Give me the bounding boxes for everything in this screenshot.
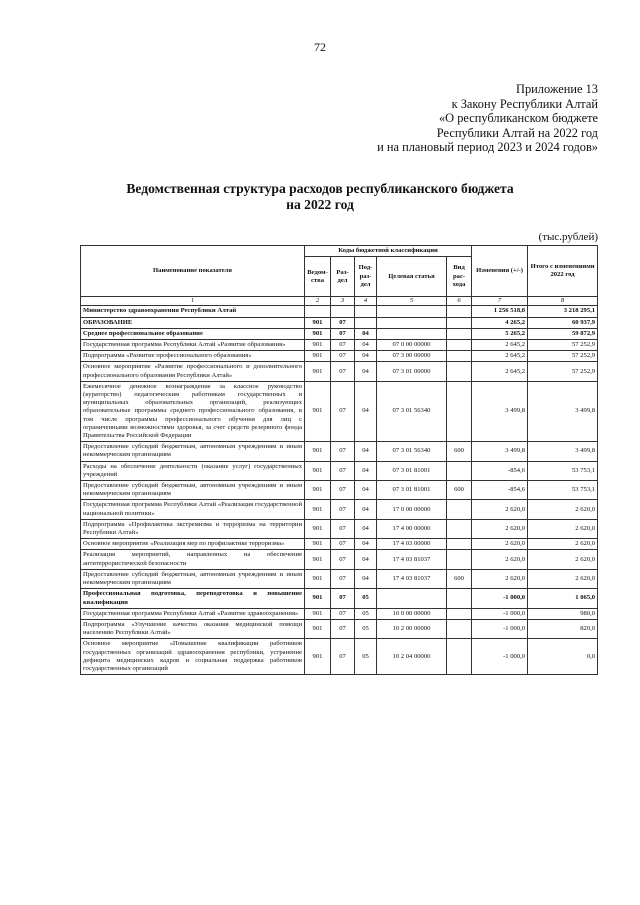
row-subsection-code: 04 — [355, 569, 377, 588]
row-subsection-code — [355, 306, 377, 317]
row-subsection-code: 04 — [355, 500, 377, 519]
row-section-code: 07 — [331, 519, 355, 538]
row-expense-type — [447, 362, 472, 381]
header-changes: Изменения (+/-) — [472, 246, 528, 297]
row-subsection-code: 04 — [355, 328, 377, 339]
table-body — [81, 306, 598, 675]
row-subsection-code: 04 — [355, 461, 377, 480]
table-row — [81, 442, 598, 461]
row-name: Реализация мероприятий, направленных на обеспечение антитеррористической безопасности — [81, 550, 305, 569]
table-row — [81, 461, 598, 480]
row-name: Подпрограмма «Развитие профессионального образования» — [81, 351, 305, 362]
row-target-code: 17 4 03 00000 — [377, 539, 447, 550]
row-change: 2 620,0 — [472, 539, 528, 550]
index-cell: 3 — [331, 297, 355, 306]
row-dept-code: 901 — [305, 619, 331, 638]
row-total: 3 218 295,1 — [528, 306, 598, 317]
row-section-code: 07 — [331, 619, 355, 638]
row-target-code: 17 4 03 81037 — [377, 550, 447, 569]
row-dept-code: 901 — [305, 569, 331, 588]
index-cell: 7 — [472, 297, 528, 306]
row-dept-code: 901 — [305, 608, 331, 619]
row-expense-type — [447, 639, 472, 675]
row-change: 4 265,2 — [472, 317, 528, 328]
row-total: 2 620,0 — [528, 500, 598, 519]
row-dept-code: 901 — [305, 442, 331, 461]
table-row — [81, 362, 598, 381]
row-subsection-code: 05 — [355, 608, 377, 619]
row-subsection-code: 04 — [355, 362, 377, 381]
row-target-code — [377, 589, 447, 608]
table-row — [81, 550, 598, 569]
row-section-code: 07 — [331, 442, 355, 461]
row-total: 53 753,1 — [528, 481, 598, 500]
row-target-code — [377, 306, 447, 317]
row-change: 2 620,0 — [472, 569, 528, 588]
row-target-code: 07 0 00 00000 — [377, 340, 447, 351]
row-subsection-code: 04 — [355, 442, 377, 461]
row-total: 2 620,0 — [528, 519, 598, 538]
header-subsection: Под-раз-дел — [355, 257, 377, 297]
table-row — [81, 639, 598, 675]
row-name: Основное мероприятие «Повышение квалификации работников государственных организаций здравоохранения республики, устранение дефицита медицинских кадров и социальная поддержка работников государственных организаций — [81, 639, 305, 675]
row-section-code: 07 — [331, 351, 355, 362]
row-expense-type — [447, 340, 472, 351]
row-dept-code: 901 — [305, 500, 331, 519]
header-target: Целевая статья — [377, 257, 447, 297]
row-subsection-code: 04 — [355, 381, 377, 441]
row-change: -1 000,0 — [472, 619, 528, 638]
units-label: (тыс.рублей) — [538, 231, 598, 243]
row-expense-type — [447, 500, 472, 519]
row-section-code: 07 — [331, 608, 355, 619]
row-total: 3 499,8 — [528, 442, 598, 461]
table-row — [81, 317, 598, 328]
row-name: Государственная программа Республики Алтай «Развитие здравоохранения» — [81, 608, 305, 619]
row-target-code: 07 3 01 56340 — [377, 442, 447, 461]
table-row — [81, 589, 598, 608]
table-row — [81, 500, 598, 519]
row-subsection-code — [355, 317, 377, 328]
row-total: 0,0 — [528, 639, 598, 675]
row-dept-code: 901 — [305, 539, 331, 550]
table-row — [81, 340, 598, 351]
row-dept-code: 901 — [305, 550, 331, 569]
row-section-code: 07 — [331, 639, 355, 675]
budget-table — [80, 245, 598, 675]
row-dept-code — [305, 306, 331, 317]
row-change: 2 645,2 — [472, 351, 528, 362]
row-name: Предоставление субсидий бюджетным, автономным учреждениям и иным некоммерческим организациям — [81, 481, 305, 500]
row-dept-code: 901 — [305, 317, 331, 328]
appendix-line-1: Приложение 13 — [516, 82, 598, 96]
row-subsection-code: 05 — [355, 619, 377, 638]
row-expense-type — [447, 608, 472, 619]
table-row — [81, 608, 598, 619]
row-section-code: 07 — [331, 589, 355, 608]
header-expense-type: Вид рас-хода — [447, 257, 472, 297]
row-name: Подпрограмма «Улучшение качества оказания медицинской помощи населению Республики Алтай» — [81, 619, 305, 638]
row-name: Расходы на обеспечение деятельности (оказание услуг) государственных учреждений — [81, 461, 305, 480]
row-target-code: 17 4 03 81037 — [377, 569, 447, 588]
row-total: 60 937,9 — [528, 317, 598, 328]
row-change: 2 645,2 — [472, 340, 528, 351]
row-name: Предоставление субсидий бюджетным, автономным учреждениям и иным некоммерческим организациям — [81, 569, 305, 588]
row-subsection-code: 04 — [355, 340, 377, 351]
row-change: 2 620,0 — [472, 500, 528, 519]
row-expense-type — [447, 381, 472, 441]
row-target-code: 10 2 04 00000 — [377, 639, 447, 675]
row-target-code: 07 3 01 81001 — [377, 481, 447, 500]
appendix-line-5: и на плановый период 2023 и 2024 годов» — [377, 140, 598, 155]
row-change: -854,6 — [472, 481, 528, 500]
appendix-line-2: к Закону Республики Алтай — [451, 96, 598, 111]
table-row — [81, 519, 598, 538]
row-dept-code: 901 — [305, 519, 331, 538]
row-change: 5 265,2 — [472, 328, 528, 339]
row-expense-type — [447, 589, 472, 608]
page-number: 72 — [314, 40, 326, 54]
index-cell: 6 — [447, 297, 472, 306]
row-change: -1 000,0 — [472, 639, 528, 675]
row-section-code: 07 — [331, 362, 355, 381]
row-section-code — [331, 306, 355, 317]
row-total: 57 252,9 — [528, 362, 598, 381]
row-name: Министерство здравоохранения Республики Алтай — [81, 306, 305, 317]
row-target-code: 07 3 00 00000 — [377, 351, 447, 362]
row-name: ОБРАЗОВАНИЕ — [81, 317, 305, 328]
table-row — [81, 619, 598, 638]
index-cell: 1 — [81, 297, 305, 306]
row-dept-code: 901 — [305, 381, 331, 441]
row-dept-code: 901 — [305, 481, 331, 500]
row-dept-code: 901 — [305, 362, 331, 381]
row-expense-type — [447, 306, 472, 317]
row-target-code: 07 3 01 00000 — [377, 362, 447, 381]
row-subsection-code: 04 — [355, 351, 377, 362]
column-index-row — [81, 297, 598, 306]
row-total: 57 252,9 — [528, 340, 598, 351]
row-change: 2 620,0 — [472, 550, 528, 569]
row-section-code: 07 — [331, 328, 355, 339]
row-section-code: 07 — [331, 481, 355, 500]
row-expense-type — [447, 550, 472, 569]
row-name: Основное мероприятие «Реализация мер по профилактике терроризма» — [81, 539, 305, 550]
row-change: 1 256 518,8 — [472, 306, 528, 317]
row-name: Подпрограмма «Профилактика экстремизма и терроризма на территории Республики Алтай» — [81, 519, 305, 538]
row-target-code — [377, 328, 447, 339]
row-change: 2 620,0 — [472, 519, 528, 538]
row-name: Профессиональная подготовка, переподготовка и повышение квалификации — [81, 589, 305, 608]
row-section-code: 07 — [331, 550, 355, 569]
index-cell: 4 — [355, 297, 377, 306]
table-row — [81, 569, 598, 588]
row-target-code: 10 0 00 00000 — [377, 608, 447, 619]
row-section-code: 07 — [331, 569, 355, 588]
row-expense-type — [447, 519, 472, 538]
row-section-code: 07 — [331, 539, 355, 550]
header-total: Итого с изменениями 2022 год — [528, 246, 598, 297]
index-cell: 2 — [305, 297, 331, 306]
row-expense-type — [447, 351, 472, 362]
appendix-line-3: «О республиканском бюджете — [438, 111, 598, 126]
row-expense-type — [447, 328, 472, 339]
row-dept-code: 901 — [305, 328, 331, 339]
row-total: 57 252,9 — [528, 351, 598, 362]
row-change: -1 000,0 — [472, 589, 528, 608]
table-row — [81, 328, 598, 339]
row-target-code — [377, 317, 447, 328]
row-total: 2 620,0 — [528, 550, 598, 569]
title-line-1: Ведомственная структура расходов республиканского бюджета — [126, 181, 514, 196]
index-cell: 8 — [528, 297, 598, 306]
row-name: Государственная программа Республики Алтай «Развитие образования» — [81, 340, 305, 351]
row-name: Государственная программа Республики Алтай «Реализация государственной национальной политики» — [81, 500, 305, 519]
row-dept-code: 901 — [305, 639, 331, 675]
header-section: Раз-дел — [331, 257, 355, 297]
row-change: -1 000,0 — [472, 608, 528, 619]
header-dept: Ведом-ства — [305, 257, 331, 297]
row-total: 980,0 — [528, 608, 598, 619]
row-section-code: 07 — [331, 340, 355, 351]
table-row — [81, 539, 598, 550]
row-target-code: 17 4 00 00000 — [377, 519, 447, 538]
table-row — [81, 381, 598, 441]
row-dept-code: 901 — [305, 461, 331, 480]
row-change: 2 645,2 — [472, 362, 528, 381]
table-row — [81, 351, 598, 362]
row-target-code: 07 3 01 81001 — [377, 461, 447, 480]
row-subsection-code: 04 — [355, 539, 377, 550]
row-dept-code: 901 — [305, 340, 331, 351]
row-expense-type — [447, 317, 472, 328]
row-target-code: 17 0 00 00000 — [377, 500, 447, 519]
row-expense-type — [447, 619, 472, 638]
row-section-code: 07 — [331, 500, 355, 519]
header-name: Наименование показателя — [81, 246, 305, 297]
row-section-code: 07 — [331, 381, 355, 441]
row-expense-type: 600 — [447, 481, 472, 500]
row-dept-code: 901 — [305, 351, 331, 362]
row-expense-type: 600 — [447, 569, 472, 588]
row-dept-code: 901 — [305, 589, 331, 608]
row-expense-type — [447, 539, 472, 550]
row-subsection-code: 04 — [355, 519, 377, 538]
row-name: Основное мероприятие «Развитие профессионального и дополнительного профессионального образования Республики Алтай» — [81, 362, 305, 381]
row-name: Ежемесячное денежное вознаграждение за классное руководство (кураторство) педагогическим работникам государственных и муниципальных образовательных организаций, реализующих образовательные программы среднего профессионального образования, в том числе программы профессионального обучения для лиц с ограниченными возможностями здоровья, за счет средств резервного фонда Правительства Российской Федерации — [81, 381, 305, 441]
row-change: 3 499,8 — [472, 442, 528, 461]
appendix-header — [377, 82, 598, 155]
row-subsection-code: 05 — [355, 589, 377, 608]
row-subsection-code: 04 — [355, 481, 377, 500]
row-target-code: 07 3 01 56340 — [377, 381, 447, 441]
title-line-2: на 2022 год — [286, 197, 354, 212]
row-name: Предоставление субсидий бюджетным, автономным учреждениям и иным некоммерческим организациям — [81, 442, 305, 461]
row-section-code: 07 — [331, 317, 355, 328]
row-total: 2 620,0 — [528, 539, 598, 550]
row-section-code: 07 — [331, 461, 355, 480]
header-codes-group: Коды бюджетной классификации — [305, 246, 472, 257]
row-target-code: 10 2 00 00000 — [377, 619, 447, 638]
row-total: 820,0 — [528, 619, 598, 638]
table-row — [81, 306, 598, 317]
row-subsection-code: 05 — [355, 639, 377, 675]
row-total: 1 065,0 — [528, 589, 598, 608]
row-name: Среднее профессиональное образование — [81, 328, 305, 339]
row-expense-type — [447, 461, 472, 480]
row-total: 2 620,0 — [528, 569, 598, 588]
row-expense-type: 600 — [447, 442, 472, 461]
index-cell: 5 — [377, 297, 447, 306]
document-title — [0, 181, 640, 213]
row-subsection-code: 04 — [355, 550, 377, 569]
row-total: 3 499,8 — [528, 381, 598, 441]
row-change: 3 499,8 — [472, 381, 528, 441]
appendix-line-4: Республики Алтай на 2022 год — [436, 125, 598, 140]
row-total: 59 872,9 — [528, 328, 598, 339]
row-total: 53 753,1 — [528, 461, 598, 480]
table-row — [81, 481, 598, 500]
row-change: -854,6 — [472, 461, 528, 480]
